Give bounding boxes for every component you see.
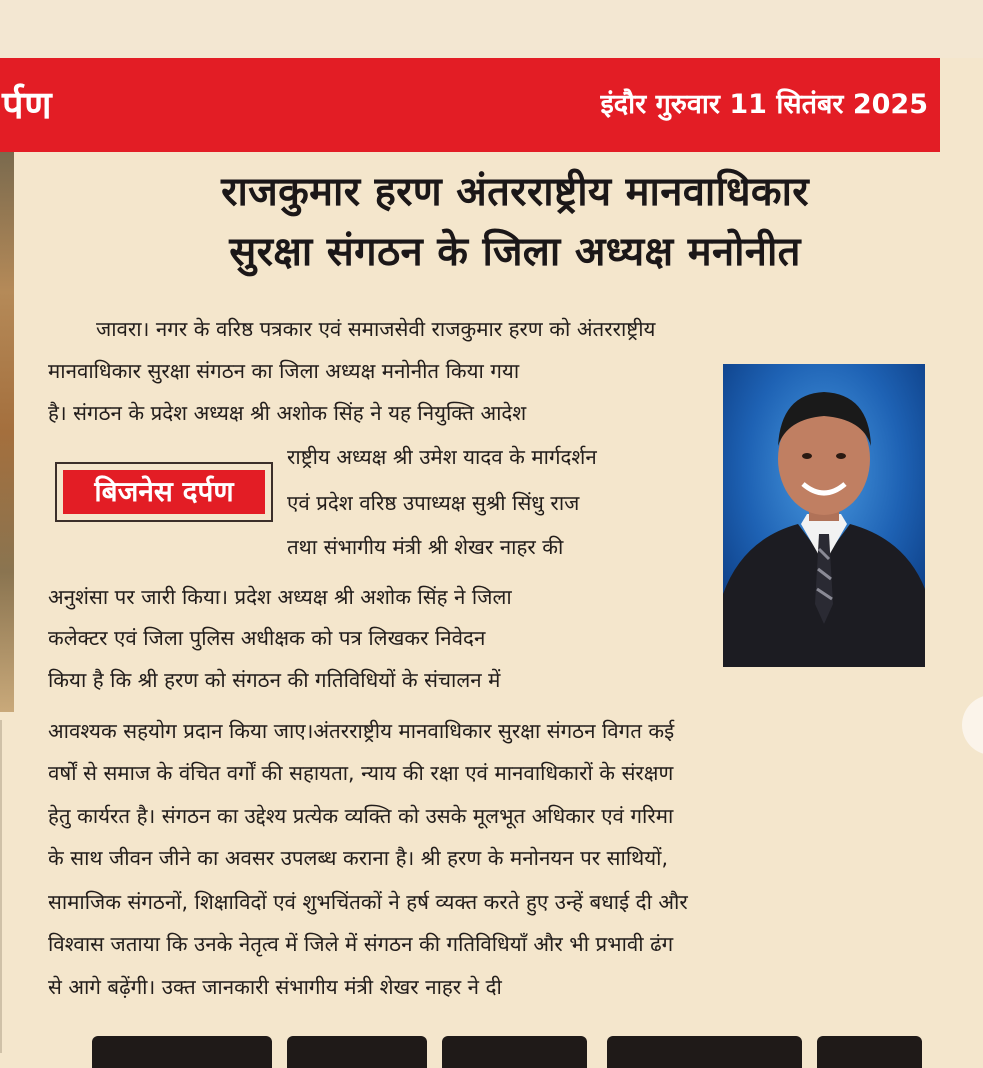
- top-margin: [0, 0, 983, 58]
- article-line: हेतु कार्यरत है। संगठन का उद्देश्य प्रत्येक व्यक्ति को उसके मूलभूत अधिकार एवं गरिमा: [48, 804, 674, 828]
- article-line: आवश्यक सहयोग प्रदान किया जाए।अंतरराष्ट्रीय मानवाधिकार सुरक्षा संगठन विगत कई: [48, 719, 675, 743]
- article-line: मानवाधिकार सुरक्षा संगठन का जिला अध्यक्ष मनोनीत किया गया: [48, 359, 520, 383]
- article-line: वर्षों से समाज के वंचित वर्गों की सहायता, न्याय की रक्षा एवं मानवाधिकारों के संरक्षण: [48, 761, 674, 785]
- portrait-photo: [723, 364, 925, 667]
- article-line: राष्ट्रीय अध्यक्ष श्री उमेश यादव के मार्गदर्शन: [287, 445, 597, 469]
- glyph-block: [287, 1036, 427, 1068]
- article-line: है। संगठन के प्रदेश अध्यक्ष श्री अशोक सिंह ने यह नियुक्ति आदेश: [48, 401, 527, 425]
- glyph-block: [92, 1036, 272, 1068]
- article-line: जावरा। नगर के वरिष्ठ पत्रकार एवं समाजसेवी राजकुमार हरण को अंतरराष्ट्रीय: [96, 317, 656, 341]
- masthead-brand: र्पण: [2, 83, 53, 127]
- glyph-block: [817, 1036, 922, 1068]
- next-headline-cropped: [92, 1028, 922, 1068]
- article-line: अनुशंसा पर जारी किया। प्रदेश अध्यक्ष श्री अशोक सिंह ने जिला: [48, 585, 512, 609]
- masthead-dateline: इंदौर गुरुवार 11 सितंबर 2025: [600, 89, 928, 120]
- column-divider: [0, 720, 2, 1053]
- portrait-illustration: [723, 364, 925, 667]
- badge-label: बिजनेस दर्पण: [63, 470, 265, 514]
- scroll-handle[interactable]: [962, 695, 983, 755]
- article-line: विश्वास जताया कि उनके नेतृत्व में जिले में संगठन की गतिविधियाँ और भी प्रभावी ढंग: [48, 932, 674, 956]
- business-darpan-badge: [55, 462, 273, 522]
- headline-line-2: सुरक्षा संगठन के जिला अध्यक्ष मनोनीत: [229, 229, 801, 275]
- article-line: सामाजिक संगठनों, शिक्षाविदों एवं शुभचिंतकों ने हर्ष व्यक्त करते हुए उन्हें बधाई दी और: [48, 890, 688, 914]
- glyph-block: [607, 1036, 802, 1068]
- glyph-block: [442, 1036, 587, 1068]
- headline-line-1: राजकुमार हरण अंतरराष्ट्रीय मानवाधिकार: [221, 169, 809, 215]
- article-line: किया है कि श्री हरण को संगठन की गतिविधियों के संचालन में: [48, 668, 501, 692]
- article-line: एवं प्रदेश वरिष्ठ उपाध्यक्ष सुश्री सिंधु राज: [287, 491, 580, 515]
- article-line: के साथ जीवन जीने का अवसर उपलब्ध कराना है। श्री हरण के मनोनयन पर साथियों,: [48, 846, 668, 870]
- article-line: से आगे बढ़ेंगी। उक्त जानकारी संभागीय मंत्री शेखर नाहर ने दी: [48, 975, 502, 999]
- adjacent-column-image-edge: [0, 152, 14, 712]
- article-line: तथा संभागीय मंत्री श्री शेखर नाहर की: [287, 535, 564, 559]
- article-line: कलेक्टर एवं जिला पुलिस अधीक्षक को पत्र लिखकर निवेदन: [48, 626, 486, 650]
